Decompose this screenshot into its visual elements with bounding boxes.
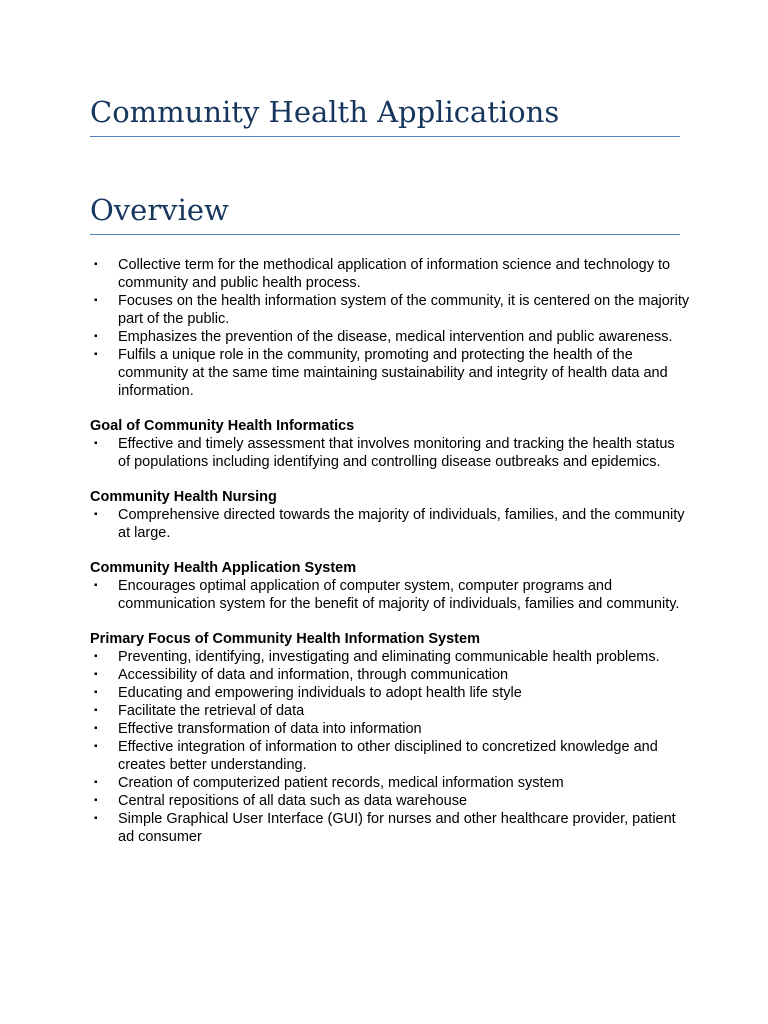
bullet-icon: ▪	[94, 705, 98, 716]
nursing-list	[90, 506, 690, 542]
list-item	[90, 792, 690, 810]
bullet-icon: ▪	[94, 580, 98, 591]
primary-focus-list	[90, 648, 690, 846]
list-item	[90, 577, 690, 613]
bullet-icon: ▪	[94, 795, 98, 806]
list-item	[90, 810, 690, 846]
bullet-icon: ▪	[94, 295, 98, 306]
list-item-text: Collective term for the methodical application of information science and technology to community and public health process.	[118, 257, 671, 291]
bullet-icon: ▪	[94, 723, 98, 734]
document-body	[90, 256, 690, 846]
section-heading-primary-focus: Primary Focus of Community Health Information System	[90, 631, 480, 647]
bullet-icon: ▪	[94, 349, 98, 360]
list-item-text: Comprehensive directed towards the majority of individuals, families, and the community at large.	[118, 507, 685, 541]
list-item-text: Simple Graphical User Interface (GUI) for nurses and other healthcare provider, patient ad consumer	[118, 811, 676, 845]
section-heading-application-system: Community Health Application System	[90, 560, 357, 576]
list-item	[90, 684, 690, 702]
list-item	[90, 720, 690, 738]
bullet-icon: ▪	[94, 687, 98, 698]
section-heading-goal: Goal of Community Health Informatics	[90, 418, 355, 434]
bullet-icon: ▪	[94, 259, 98, 270]
list-item	[90, 702, 690, 720]
list-item	[90, 648, 690, 666]
list-item	[90, 256, 690, 292]
list-item-text: Focuses on the health information system of the community, it is centered on the majority part of the public.	[118, 293, 690, 327]
list-item	[90, 774, 690, 792]
list-item-text: Emphasizes the prevention of the disease, medical intervention and public awareness.	[118, 329, 673, 345]
list-item-text: Effective and timely assessment that involves monitoring and tracking the health status of populations including identifying and controlling disease outbreaks and epidemics.	[118, 436, 675, 470]
bullet-icon: ▪	[94, 741, 98, 752]
overview-heading: Overview	[90, 188, 680, 235]
list-item	[90, 346, 690, 400]
bullet-icon: ▪	[94, 813, 98, 824]
list-item	[90, 738, 690, 774]
list-item-text: Accessibility of data and information, through communication	[118, 667, 509, 683]
list-item-text: Creation of computerized patient records, medical information system	[118, 775, 564, 791]
list-item-text: Educating and empowering individuals to adopt health life style	[118, 685, 522, 701]
list-item-text: Effective transformation of data into information	[118, 721, 422, 737]
bullet-icon: ▪	[94, 509, 98, 520]
bullet-icon: ▪	[94, 669, 98, 680]
bullet-icon: ▪	[94, 331, 98, 342]
section-heading-nursing: Community Health Nursing	[90, 489, 277, 505]
overview-list	[90, 256, 690, 400]
list-item	[90, 666, 690, 684]
list-item-text: Effective integration of information to other disciplined to concretized knowledge and creates better understanding.	[118, 739, 658, 773]
list-item-text: Preventing, identifying, investigating and eliminating communicable health problems.	[118, 649, 660, 665]
list-item-text: Central repositions of all data such as data warehouse	[118, 793, 468, 809]
goal-list	[90, 435, 690, 471]
bullet-icon: ▪	[94, 777, 98, 788]
application-system-list	[90, 577, 690, 613]
list-item	[90, 506, 690, 542]
list-item-text: Encourages optimal application of computer system, computer programs and communication system for the benefit of majority of individuals, families and community.	[118, 578, 680, 612]
bullet-icon: ▪	[94, 438, 98, 449]
bullet-icon: ▪	[94, 651, 98, 662]
document-title: Community Health Applications	[90, 90, 680, 137]
list-item	[90, 435, 690, 471]
list-item	[90, 292, 690, 328]
list-item-text: Fulfils a unique role in the community, promoting and protecting the health of the community at the same time maintaining sustainability and integrity of health data and information.	[118, 347, 668, 399]
list-item	[90, 328, 690, 346]
list-item-text: Facilitate the retrieval of data	[118, 703, 305, 719]
